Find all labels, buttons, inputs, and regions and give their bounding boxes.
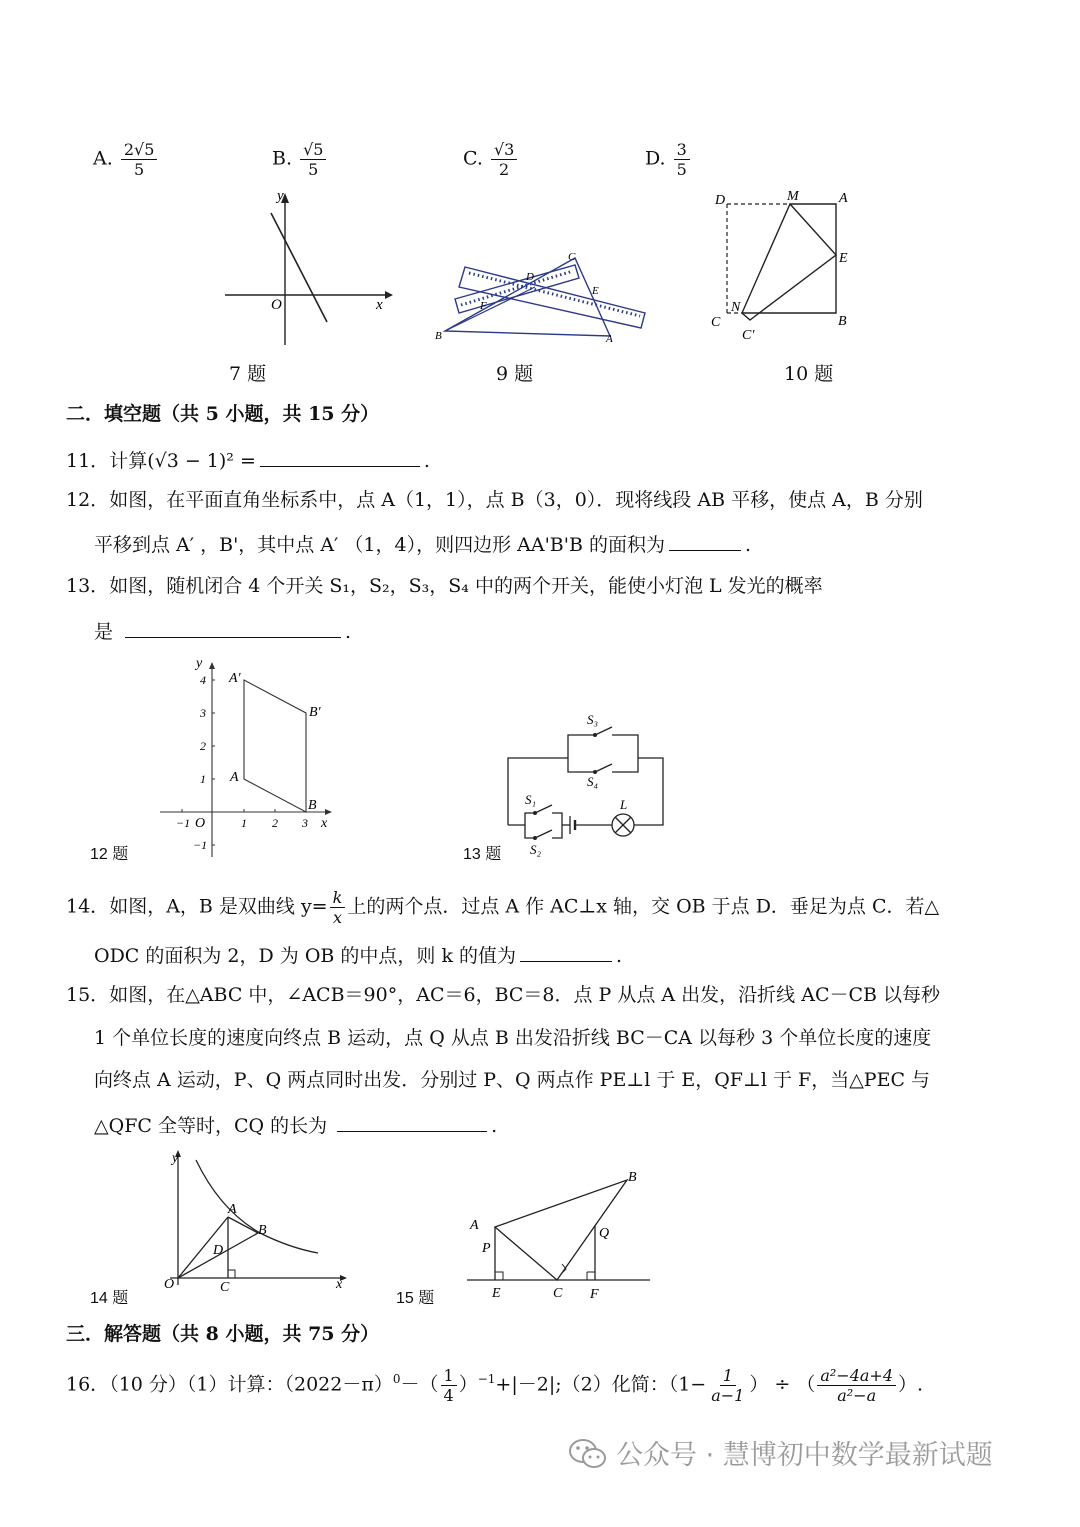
fig14-label-a: A (228, 1202, 237, 1217)
fig14-y-label: y (172, 1151, 179, 1166)
q14-frac-num: k (330, 888, 346, 908)
fig7-x-arrow (385, 291, 393, 299)
q13-line-2: 是 (94, 621, 114, 643)
fig10-label-m: M (787, 189, 799, 204)
q15-line-1: 如图，在△ABC 中，∠ACB＝90°，AC＝6，BC＝8．点 P 从点 A 出发，沿折线 AC－CB 以每秒 (109, 984, 941, 1006)
q15-end: . (491, 1115, 498, 1137)
question-14-line-1 (66, 888, 939, 927)
option-b-label: B. (272, 147, 293, 170)
q16-end: ）. (898, 1373, 924, 1396)
option-a-num: 2√5 (121, 140, 158, 160)
q13-line-1: 如图，随机闭合 4 个开关 S₁，S₂，S₃，S₄ 中的两个开关，能使小灯泡 L 发光的概率 (109, 575, 823, 597)
fig12-y-arrow (209, 662, 215, 669)
q14-end: . (616, 945, 623, 967)
q16-number: 16． (66, 1373, 110, 1396)
fig12-tick-x-1: 1 (241, 816, 247, 830)
q13-number: 13． (66, 575, 110, 597)
q16-frac3-num: a²−4a+4 (817, 1366, 896, 1386)
question-13-line-2 (94, 617, 351, 644)
fig10-label-n: N (731, 300, 741, 315)
fig10-fold (742, 204, 836, 320)
question-13-line-1 (66, 574, 823, 598)
option-b (272, 140, 328, 179)
fig9-triangle (445, 258, 610, 336)
fig14-origin-label: O (164, 1277, 175, 1292)
fig13-label-s2: S₂ (530, 842, 542, 857)
q12-answer-blank[interactable] (669, 530, 741, 551)
fig15-label-e: E (492, 1286, 501, 1301)
fig7-origin-label: O (271, 297, 282, 313)
fig15-label-b: B (628, 1170, 637, 1185)
q14-answer-blank[interactable] (520, 941, 612, 962)
question-12-line-1 (66, 488, 923, 512)
figure-15 (465, 1165, 655, 1305)
fig10-label-c: C (711, 315, 721, 330)
figure-9 (435, 243, 650, 348)
option-c-label: C. (463, 147, 483, 170)
fig12-x-label: x (321, 816, 328, 831)
fig13-label-l: L (620, 797, 628, 812)
q15-line-4: △QFC 全等时，CQ 的长为 (94, 1115, 328, 1137)
figure-13 (500, 710, 675, 860)
q16-part-3: ） ÷ （ (749, 1373, 816, 1396)
option-a-fraction (121, 140, 158, 179)
q16-fraction-2 (708, 1366, 747, 1405)
fig12-tick-x-2: 2 (272, 816, 278, 830)
fig14-x-label: x (336, 1277, 343, 1292)
q15-line-2: 1 个单位长度的速度向终点 B 运动，点 Q 从点 B 出发沿折线 BC－CA 以每秒 3 个单位长度的速度 (94, 1027, 932, 1049)
fig12-origin-label: O (195, 816, 206, 831)
fig12-label-b-prime: B′ (309, 705, 321, 720)
q13-end: . (345, 621, 352, 643)
question-14-line-2 (94, 941, 622, 968)
wechat-icon (568, 1436, 608, 1470)
q14-number: 14． (66, 895, 110, 918)
q13-answer-blank[interactable] (125, 617, 341, 638)
q14-line-2: ODC 的面积为 2，D 为 OB 的中点，则 k 的值为 (94, 945, 516, 967)
fig14-label-b: B (258, 1223, 267, 1238)
q15-number: 15． (66, 984, 110, 1006)
fig9-label-b: B (435, 330, 442, 342)
fig9-label-e: E (592, 285, 599, 297)
q12-end: . (745, 534, 752, 556)
figure-12-caption: 12 题 (90, 846, 129, 863)
option-c-num: √3 (491, 140, 517, 160)
fig9-ruler-2 (455, 265, 579, 313)
fig15-right-angle-e (495, 1272, 503, 1280)
fig10-label-c-prime: C′ (742, 328, 755, 343)
question-16 (66, 1362, 923, 1405)
fig15-label-p: P (482, 1241, 491, 1256)
fig7-x-label: x (376, 297, 383, 313)
q16-frac3-den: a²−a (837, 1385, 877, 1405)
q16-close-paren: ） (458, 1373, 478, 1396)
q14-fraction (330, 888, 346, 927)
option-d-den: 5 (676, 160, 687, 179)
figure-10 (705, 185, 860, 345)
figure-7 (220, 185, 395, 350)
option-b-num: √5 (300, 140, 326, 160)
fig15-label-a: A (470, 1218, 479, 1233)
q11-end: . (423, 450, 430, 472)
fig13-label-s4: S₄ (587, 774, 599, 789)
fig12-x-arrow (325, 809, 332, 815)
fig9-label-a: A (606, 333, 613, 345)
fig9-label-c: C (568, 251, 576, 263)
question-11 (66, 446, 430, 473)
fig12-tick-x-neg1: −1 (176, 816, 191, 830)
option-c (463, 140, 519, 179)
option-c-den: 2 (499, 160, 510, 179)
fig12-tick-y-2: 2 (200, 739, 206, 753)
fig12-tick-y-3: 3 (200, 706, 206, 720)
option-d (645, 140, 692, 179)
q11-number: 11． (66, 450, 110, 472)
figure-7-caption: 7 题 (229, 363, 267, 385)
fig12-tick-x-3: 3 (302, 816, 308, 830)
fig14-hyperbola (196, 1160, 318, 1253)
fig10-rect (742, 204, 836, 313)
option-d-label: D. (645, 147, 666, 170)
fig9-label-d: D (526, 271, 534, 283)
option-a-label: A. (93, 147, 113, 170)
q11-answer-blank[interactable] (260, 446, 420, 467)
q12-line-2: 平移到点 A′ ，B'，其中点 A′ （1，4），则四边形 AA'B'B 的面积为 (94, 534, 665, 556)
option-c-fraction (491, 140, 517, 179)
fig12-parallelogram (244, 680, 306, 812)
q16-part-1: （10 分）（1）计算：（2022－π） (109, 1373, 393, 1396)
q12-line-1: 如图，在平面直角坐标系中，点 A（1，1），点 B（3，0）．现将线段 AB 平移，使点 A，B 分别 (109, 489, 923, 511)
watermark-text: 公众号 · 慧博初中数学最新试题 (616, 1440, 993, 1471)
section-3-title: 三．解答题（共 8 小题，共 75 分） (66, 1323, 380, 1345)
option-b-fraction (300, 140, 326, 179)
fig12-label-a: A (230, 770, 239, 785)
q12-number: 12． (66, 489, 110, 511)
fig14-label-d: D (213, 1243, 224, 1258)
q14-frac-den: x (332, 908, 342, 927)
figure-9-caption: 9 题 (496, 363, 534, 385)
fig15-label-f: F (590, 1287, 599, 1302)
q16-fraction-3 (817, 1366, 896, 1405)
fig15-label-q: Q (599, 1226, 610, 1241)
q15-line-3: 向终点 A 运动，P、Q 两点同时出发．分别过 P、Q 两点作 PE⊥l 于 E，QF⊥l 于 F，当△PEC 与 (94, 1069, 931, 1091)
section-2-title: 二．填空题（共 5 小题，共 15 分） (66, 403, 380, 425)
q16-frac2-den: a−1 (711, 1385, 745, 1405)
fig12-label-b: B (308, 798, 317, 813)
q16-frac2-num: 1 (720, 1366, 736, 1386)
fig12-y-label: y (196, 656, 203, 671)
fig13-circuit (508, 727, 663, 838)
fig9-label-f: F (480, 300, 487, 312)
watermark (568, 1433, 993, 1472)
fig7-y-label: y (277, 188, 284, 204)
fig14-right-angle (228, 1270, 235, 1278)
fig12-tick-y-4: 4 (200, 673, 206, 687)
option-d-num: 3 (674, 140, 690, 160)
fig13-label-s3: S₃ (587, 712, 599, 727)
figure-14-caption: 14 题 (90, 1290, 129, 1307)
q14-text-post: 上的两个点．过点 A 作 AC⊥x 轴，交 OB 于点 D．垂足为点 C．若△ (347, 895, 940, 918)
figure-14 (150, 1145, 355, 1295)
fig10-label-e: E (839, 251, 848, 266)
figure-15-caption: 15 题 (396, 1290, 435, 1307)
q16-part-2: +|－2|;（2）化简：（1− (495, 1373, 707, 1396)
q16-exponent-neg1: −1 (477, 1372, 496, 1386)
option-a-den: 5 (134, 160, 145, 179)
q16-frac1-den: 4 (443, 1385, 454, 1405)
q16-exponent-0: 0 (392, 1372, 401, 1386)
question-15-line-4 (94, 1111, 497, 1138)
fig12-tick-y-1: 1 (200, 772, 206, 786)
option-a (93, 140, 159, 179)
fig14-line-ab (228, 1217, 258, 1233)
fig10-label-b: B (838, 314, 847, 329)
fig15-label-c: C (553, 1286, 563, 1301)
fig12-label-a-prime: A′ (229, 671, 241, 686)
option-b-den: 5 (308, 160, 319, 179)
question-15-line-1 (66, 983, 940, 1007)
figure-12 (155, 652, 345, 862)
fig14-label-c: C (220, 1280, 230, 1295)
q15-answer-blank[interactable] (337, 1111, 487, 1132)
fig13-label-s1: S₁ (525, 792, 537, 807)
q16-minus: －（ (400, 1373, 439, 1396)
fig10-label-a: A (839, 191, 848, 206)
fig10-label-d: D (715, 193, 726, 208)
q11-text: 计算(√3 − 1)² = (109, 450, 256, 472)
figure-10-caption: 10 题 (784, 363, 834, 385)
q14-text-pre: 如图，A，B 是双曲线 y= (109, 895, 328, 918)
figure-13-caption: 13 题 (463, 846, 502, 863)
fig12-tick-y-neg1: −1 (193, 838, 208, 852)
q16-frac1-num: 1 (441, 1366, 457, 1386)
option-d-fraction (674, 140, 690, 179)
question-12-line-2 (94, 530, 751, 557)
q16-fraction-1 (441, 1366, 457, 1405)
